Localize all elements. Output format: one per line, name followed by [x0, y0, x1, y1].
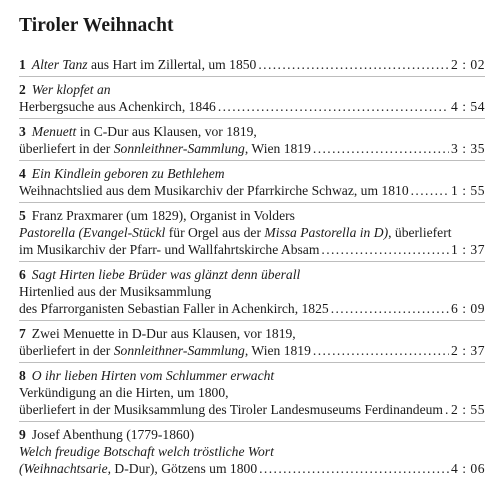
track-source-place: , Wien 1819: [244, 141, 311, 156]
track-line: [19, 426, 485, 443]
track-description-end: , überliefert: [388, 225, 452, 240]
dot-leader: [313, 140, 449, 157]
track-duration: 2 : 02: [451, 57, 485, 72]
track-duration: 3 : 35: [451, 141, 485, 156]
track-item-4: [19, 161, 485, 203]
track-description: in C-Dur aus Klausen, vor 1819,: [76, 124, 257, 139]
track-duration: 2 : 37: [451, 343, 485, 358]
track-item-8: [19, 363, 485, 422]
composer: Josef Abenthung (1779-1860): [31, 427, 195, 442]
dot-leader: [445, 401, 449, 418]
track-number: 8: [19, 368, 26, 383]
track-title: Zwei Menuette in D-Dur aus Klausen, vor 1819,: [31, 326, 296, 341]
page-title: Tiroler Weihnacht: [19, 15, 174, 36]
track-line: [19, 342, 485, 359]
track-item-7: [19, 321, 485, 363]
dot-leader: [411, 182, 449, 199]
track-item-9: [19, 422, 485, 480]
track-item-3: [19, 119, 485, 161]
dot-leader: [331, 300, 449, 317]
track-source: im Musikarchiv der Pfarr- und Wallfahrtskirche Absam: [19, 242, 320, 257]
track-line: [19, 165, 485, 182]
track-line: [19, 56, 485, 73]
track-line: [19, 123, 485, 140]
track-title: Sagt Hirten liebe Brüder was glänzt denn überall: [31, 267, 301, 282]
track-line: [19, 182, 485, 199]
track-description: Herbergsuche aus Achenkirch, 1846: [19, 99, 216, 114]
track-line: [19, 241, 485, 258]
dot-leader: [218, 98, 449, 115]
track-line: [19, 443, 485, 460]
track-description: Hirtenlied aus der Musiksammlung: [19, 284, 212, 299]
track-listing: [19, 14, 485, 480]
dot-leader: [259, 460, 449, 477]
track-item-1: [19, 56, 485, 77]
track-line: [19, 81, 485, 98]
track-title: Pastorella (Evangel-Stückl: [19, 225, 166, 240]
track-number: 1: [19, 57, 26, 72]
track-duration: 6 : 09: [451, 301, 485, 316]
track-line: [19, 266, 485, 283]
track-number: 3: [19, 124, 26, 139]
dot-leader: [313, 342, 449, 359]
track-duration: 1 : 37: [451, 242, 485, 257]
track-line: [19, 367, 485, 384]
track-title: Wer klopfet an: [31, 82, 111, 97]
track-source-place: , Wien 1819: [244, 343, 311, 358]
track-duration: 4 : 06: [451, 461, 485, 476]
track-line: [19, 207, 485, 224]
track-duration: 2 : 55: [451, 402, 485, 417]
track-source: überliefert in der: [19, 343, 114, 358]
track-source: überliefert in der: [19, 141, 114, 156]
track-title: Menuett: [31, 124, 77, 139]
track-line: [19, 224, 485, 241]
track-number: 4: [19, 166, 26, 181]
track-line: [19, 283, 485, 300]
track-line: [19, 460, 485, 477]
track-description: Weihnachtslied aus dem Musikarchiv der Pfarrkirche Schwaz, um 1810: [19, 183, 409, 198]
track-line: [19, 384, 485, 401]
track-subtitle: (Weihnachtsarie: [19, 461, 108, 476]
track-title: Ein Kindlein geboren zu Bethlehem: [31, 166, 225, 181]
mass-title: Missa Pastorella in D): [264, 225, 389, 240]
track-duration: 4 : 54: [451, 99, 485, 114]
track-item-6: [19, 262, 485, 321]
track-line: [19, 98, 485, 115]
track-item-2: [19, 77, 485, 119]
collection-name: Sonnleithner-Sammlung: [113, 343, 245, 358]
track-line: [19, 140, 485, 157]
track-number: 7: [19, 326, 26, 341]
composer: Franz Praxmarer (um 1829), Organist in Volders: [31, 208, 295, 223]
track-description: für Orgel aus der: [165, 225, 265, 240]
track-number: 2: [19, 82, 26, 97]
track-source: , D-Dur), Götzens um 1800: [107, 461, 258, 476]
track-description: Verkündigung an die Hirten, um 1800,: [19, 385, 229, 400]
track-line: [19, 300, 485, 317]
track-title: O ihr lieben Hirten vom Schlummer erwacht: [31, 368, 275, 383]
track-number: 9: [19, 427, 26, 442]
track-source: überliefert in der Musiksammlung des Tiroler Landesmuseums Ferdinandeum: [19, 402, 443, 417]
collection-name: Sonnleithner-Sammlung: [113, 141, 245, 156]
track-duration: 1 : 55: [451, 183, 485, 198]
track-item-5: [19, 203, 485, 262]
track-source: des Pfarrorganisten Sebastian Faller in Achenkirch, 1825: [19, 301, 329, 316]
track-line: [19, 401, 485, 418]
dot-leader: [258, 56, 449, 73]
track-description: aus Hart im Zillertal, um 1850: [87, 57, 257, 72]
track-title: Welch freudige Botschaft welch tröstliche Wort: [19, 444, 274, 459]
track-title: Alter Tanz: [31, 57, 88, 72]
dot-leader: [321, 241, 449, 258]
track-line: [19, 325, 485, 342]
track-number: 6: [19, 267, 26, 282]
track-number: 5: [19, 208, 26, 223]
